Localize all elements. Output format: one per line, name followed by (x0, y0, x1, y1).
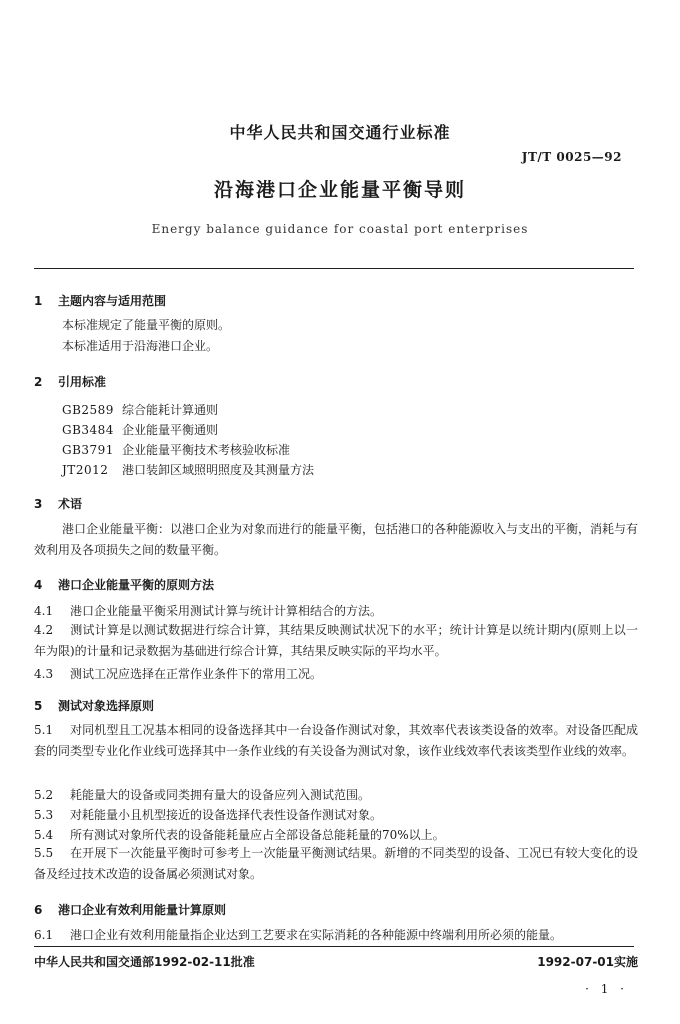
section-number: 2 (34, 375, 43, 389)
section-title: 港口企业能量平衡的原则方法 (58, 578, 215, 592)
document-title: 沿海港口企业能量平衡导则 (213, 179, 466, 201)
reference-code: JT2012 (62, 463, 109, 477)
section-6-heading (34, 901, 226, 918)
clause (34, 720, 638, 762)
clause-number: 5.4 (34, 828, 54, 842)
clause-text: 对同机型且工况基本相同的设备选择其中一台设备作测试对象，其效率代表该类设备的效率。对设备匹配成套的同类型专业化作业线可选择其中一条作业线的有关设备为测试对象，该作业线效率代表该类型作业线的效率。 (34, 723, 638, 758)
section-number: 1 (34, 294, 43, 308)
section-title: 测试对象选择原则 (58, 699, 155, 713)
reference-title: 企业能量平衡技术考核验收标准 (122, 443, 291, 457)
clause-number: 5.2 (34, 788, 54, 802)
section-number: 5 (34, 699, 43, 713)
clause (34, 806, 382, 823)
reference-code: GB3791 (62, 443, 114, 457)
clause-text: 耗能量大的设备或同类拥有量大的设备应列入测试范围。 (70, 788, 371, 802)
clause-text: 对耗能量小且机型接近的设备选择代表性设备作测试对象。 (70, 808, 383, 822)
clause-number: 5.3 (34, 808, 54, 822)
standard-title: 中华人民共和国交通行业标准 (229, 123, 451, 142)
clause (34, 843, 638, 885)
section-number: 6 (34, 903, 43, 917)
clause-text: 测试工况应选择在正常作业条件下的常用工况。 (70, 667, 323, 681)
paragraph-line: 本标准规定了能量平衡的原则。 (62, 318, 231, 332)
section-title: 港口企业有效利用能量计算原则 (58, 903, 227, 917)
section-title: 术语 (58, 497, 83, 511)
reference-title: 综合能耗计算通则 (122, 403, 219, 417)
clause-text: 港口企业能量平衡采用测试计算与统计计算相结合的方法。 (70, 604, 383, 618)
clause-number: 5.1 (34, 723, 54, 737)
reference-code: GB2589 (62, 403, 114, 417)
section-2-heading (34, 373, 106, 390)
standard-code: JT/T 0025—92 (521, 150, 622, 164)
clause-text: 测试计算是以测试数据进行综合计算，其结果反映测试状况下的水平；统计计算是以统计期内(原则上以一年为限)的计量和记录数据为基础进行综合计算，其结果反映实际的平均水平。 (34, 623, 638, 658)
page-number: · 1 · (585, 982, 628, 996)
section-number: 3 (34, 497, 43, 511)
section-1-heading (34, 292, 166, 309)
reference-item (62, 461, 314, 478)
section-3-heading (34, 495, 82, 512)
reference-title: 港口装卸区域照明照度及其测量方法 (122, 463, 315, 477)
clause (34, 620, 638, 662)
clause-number: 5.5 (34, 846, 54, 860)
section-number: 4 (34, 578, 43, 592)
clause (34, 826, 445, 843)
reference-item (62, 401, 218, 418)
clause (34, 602, 382, 619)
effective-date: 1992-07-01实施 (537, 955, 638, 969)
paragraph-line: 本标准适用于沿海港口企业。 (62, 339, 219, 353)
reference-item (62, 441, 290, 458)
clause (34, 926, 562, 943)
english-title: Energy balance guidance for coastal port enterprises (151, 222, 529, 236)
clause (34, 665, 322, 682)
header-rule (34, 268, 634, 269)
reference-title: 企业能量平衡通则 (122, 423, 219, 437)
clause-text: 在开展下一次能量平衡时可参考上一次能量平衡测试结果。新增的不同类型的设备、工况已有较大变化的设备及经过技术改造的设备属必须测试对象。 (34, 846, 638, 881)
term-definition: 港口企业能量平衡：以港口企业为对象而进行的能量平衡，包括港口的各种能源收入与支出的平衡，消耗与有效利用及各项损失之间的数量平衡。 (34, 522, 639, 557)
section-5-heading (34, 697, 154, 714)
clause-number: 6.1 (34, 928, 54, 942)
clause-number: 4.2 (34, 623, 54, 637)
clause-number: 4.3 (34, 667, 54, 681)
clause-text: 港口企业有效利用能量指企业达到工艺要求在实际消耗的各种能源中终端利用所必须的能量。 (70, 928, 563, 942)
section-4-heading (34, 576, 214, 593)
reference-code: GB3484 (62, 423, 114, 437)
clause-text: 所有测试对象所代表的设备能耗量应占全部设备总能耗量的70%以上。 (70, 828, 445, 842)
footer-rule (34, 946, 634, 947)
clause-number: 4.1 (34, 604, 54, 618)
section-title: 主题内容与适用范围 (58, 294, 167, 308)
section-title: 引用标准 (58, 375, 107, 389)
approval-note: 中华人民共和国交通部1992-02-11批准 (34, 955, 255, 969)
reference-item (62, 421, 218, 438)
clause (34, 786, 370, 803)
